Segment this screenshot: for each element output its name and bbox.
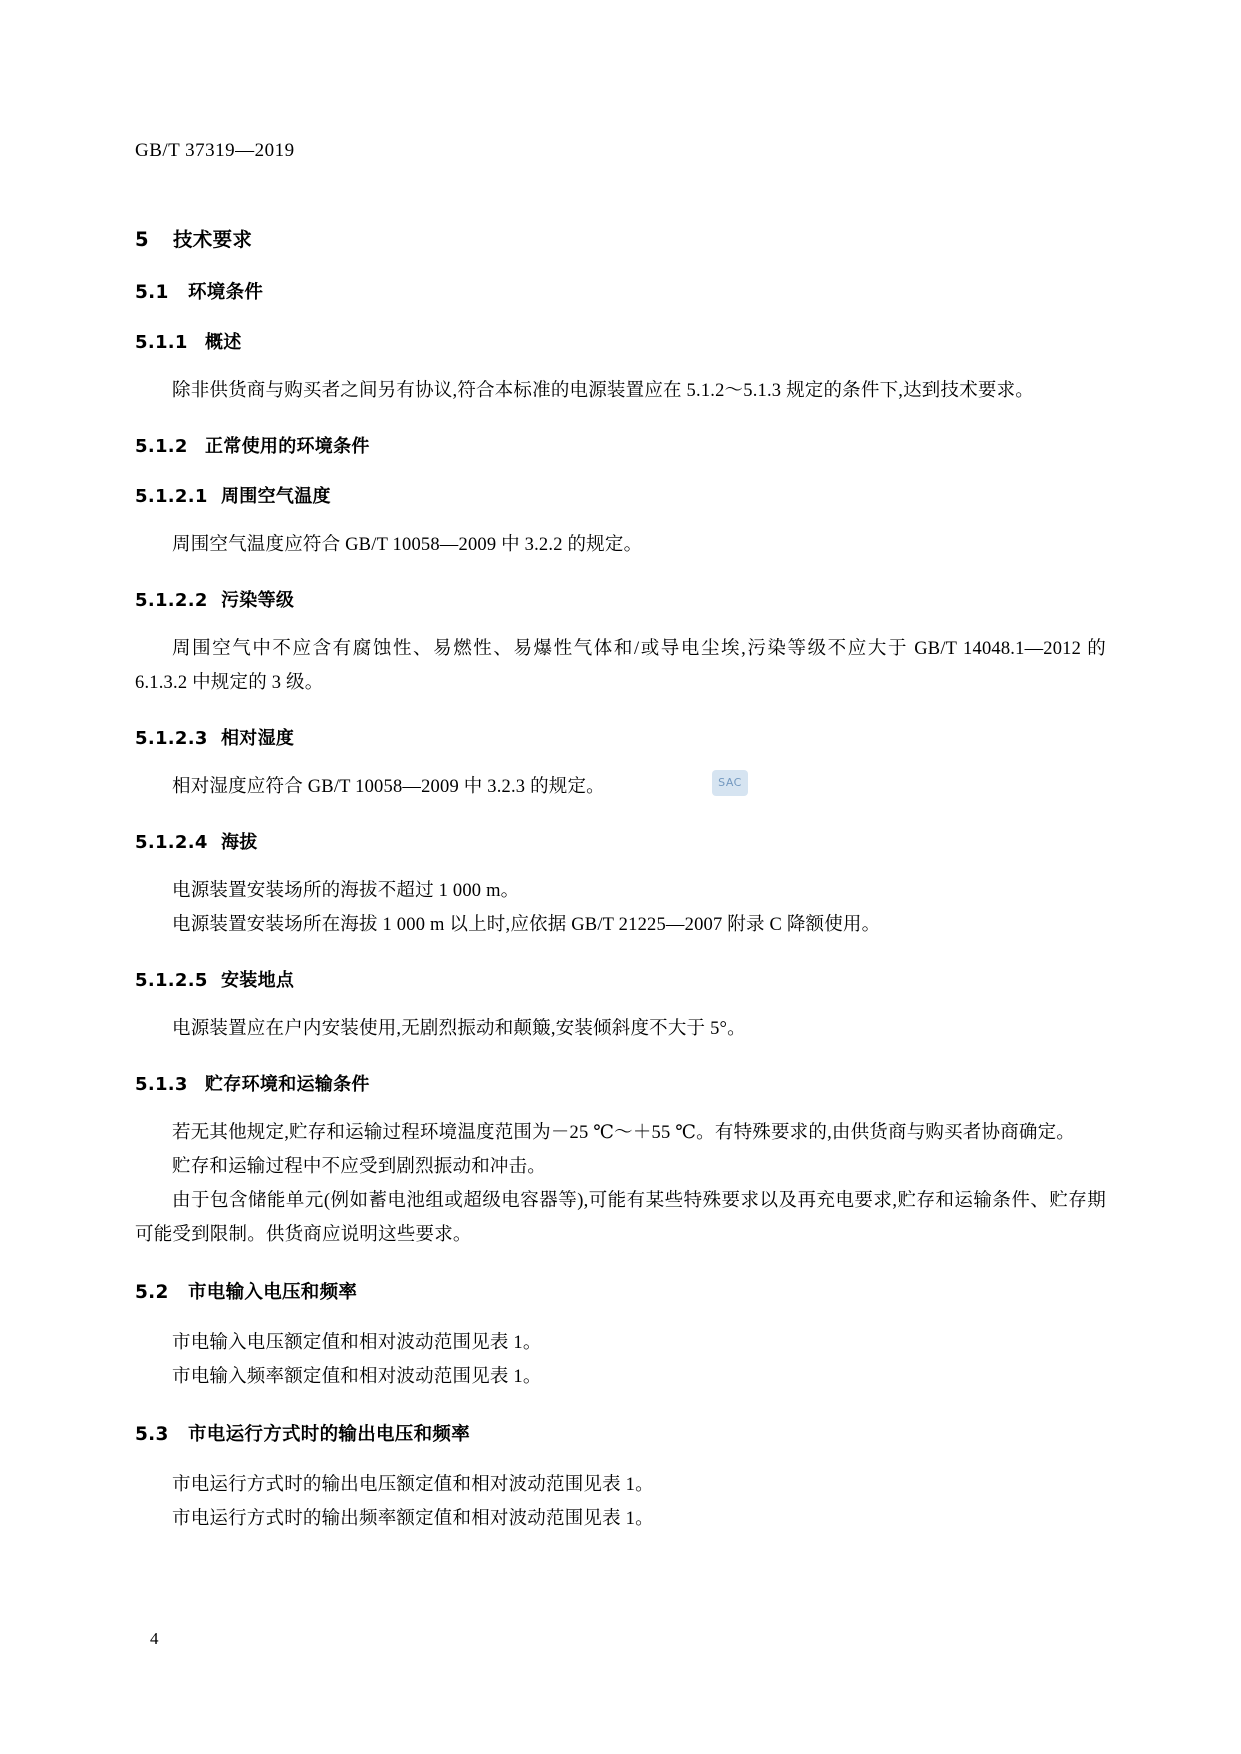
heading-5-title: 技术要求 xyxy=(173,228,253,251)
heading-5-1-3-number: 5.1.3 xyxy=(135,1074,188,1095)
heading-5-1-2-1-title: 周围空气温度 xyxy=(221,486,331,507)
heading-5-1-2-1 xyxy=(135,482,1106,508)
heading-5-3 xyxy=(135,1420,1106,1446)
heading-5-3-title: 市电运行方式时的输出电压和频率 xyxy=(188,1424,471,1445)
paragraph: 除非供货商与购买者之间另有协议,符合本标准的电源装置应在 5.1.2～5.1.3 规定的条件下,达到技术要求。 xyxy=(172,381,1035,401)
paragraph: 电源装置安装场所在海拔 1 000 m 以上时,应依据 GB/T 21225—2007 附录 C 降额使用。 xyxy=(172,915,881,935)
sac-watermark: SAC xyxy=(712,770,748,796)
heading-5-1-2-4-title: 海拔 xyxy=(221,832,258,853)
heading-5-1-2-2-number: 5.1.2.2 xyxy=(135,590,208,611)
paragraph-group-5-1-1 xyxy=(135,374,1106,408)
heading-5 xyxy=(135,224,1106,252)
paragraph: 电源装置安装场所的海拔不超过 1 000 m。 xyxy=(172,881,520,901)
paragraph-group-5-1-2-2 xyxy=(135,632,1106,700)
paragraph: 若无其他规定,贮存和运输过程环境温度范围为－25 ℃～＋55 ℃。有特殊要求的,由供货商与购买者协商确定。 xyxy=(172,1123,1075,1143)
paragraph: 市电输入电压额定值和相对波动范围见表 1。 xyxy=(172,1333,542,1353)
heading-5-3-number: 5.3 xyxy=(135,1424,169,1445)
paragraph-group-5-1-2-1 xyxy=(135,528,1106,562)
heading-5-1-2 xyxy=(135,432,1106,458)
paragraph-group-5-1-3 xyxy=(135,1116,1106,1252)
heading-5-1-1-title: 概述 xyxy=(205,332,242,353)
paragraph: 周围空气温度应符合 GB/T 10058—2009 中 3.2.2 的规定。 xyxy=(172,535,643,555)
heading-5-2-number: 5.2 xyxy=(135,1282,169,1303)
heading-5-1-1 xyxy=(135,328,1106,354)
paragraph-group-5-3 xyxy=(135,1468,1106,1536)
document-body xyxy=(135,224,1106,1536)
heading-5-1-2-number: 5.1.2 xyxy=(135,436,188,457)
heading-5-number: 5 xyxy=(135,228,149,251)
heading-5-1-2-5-title: 安装地点 xyxy=(221,970,295,991)
paragraph: 由于包含储能单元(例如蓄电池组或超级电容器等),可能有某些特殊要求以及再充电要求,贮存和运输条件、贮存期可能受到限制。供货商应说明这些要求。 xyxy=(135,1191,1106,1245)
heading-5-1-2-title: 正常使用的环境条件 xyxy=(205,436,370,457)
paragraph-group-5-1-2-3 xyxy=(135,770,1106,804)
paragraph-group-5-1-2-4 xyxy=(135,874,1106,942)
heading-5-1-number: 5.1 xyxy=(135,282,169,303)
paragraph: 相对湿度应符合 GB/T 10058—2009 中 3.2.3 的规定。 xyxy=(172,777,605,797)
paragraph-group-5-1-2-5 xyxy=(135,1012,1106,1046)
heading-5-1-2-5-number: 5.1.2.5 xyxy=(135,970,208,991)
paragraph-group-5-2 xyxy=(135,1326,1106,1394)
heading-5-1-2-3-number: 5.1.2.3 xyxy=(135,728,208,749)
paragraph: 市电运行方式时的输出电压额定值和相对波动范围见表 1。 xyxy=(172,1475,654,1495)
heading-5-1-2-1-number: 5.1.2.1 xyxy=(135,486,208,507)
paragraph: 周围空气中不应含有腐蚀性、易燃性、易爆性气体和/或导电尘埃,污染等级不应大于 GB/T 14048.1—2012 的 6.1.3.2 中规定的 3 级。 xyxy=(135,639,1106,693)
heading-5-1-2-3-title: 相对湿度 xyxy=(221,728,295,749)
heading-5-1-3-title: 贮存环境和运输条件 xyxy=(205,1074,370,1095)
heading-5-1-1-number: 5.1.1 xyxy=(135,332,188,353)
heading-5-1-title: 环境条件 xyxy=(188,282,264,303)
heading-5-1-2-4 xyxy=(135,828,1106,854)
heading-5-2 xyxy=(135,1278,1106,1304)
heading-5-1-2-2 xyxy=(135,586,1106,612)
heading-5-1-2-4-number: 5.1.2.4 xyxy=(135,832,208,853)
heading-5-2-title: 市电输入电压和频率 xyxy=(188,1282,358,1303)
heading-5-1-2-5 xyxy=(135,966,1106,992)
page-number: 4 xyxy=(150,1629,159,1648)
heading-5-1-2-2-title: 污染等级 xyxy=(221,590,295,611)
paragraph: 电源装置应在户内安装使用,无剧烈振动和颠簸,安装倾斜度不大于 5°。 xyxy=(172,1019,746,1039)
page-header: GB/T 37319—2019 xyxy=(135,140,295,161)
heading-5-1-2-3 xyxy=(135,724,1106,750)
paragraph: 市电输入频率额定值和相对波动范围见表 1。 xyxy=(172,1367,542,1387)
paragraph: 市电运行方式时的输出频率额定值和相对波动范围见表 1。 xyxy=(172,1509,654,1529)
paragraph: 贮存和运输过程中不应受到剧烈振动和冲击。 xyxy=(172,1157,547,1177)
heading-5-1-3 xyxy=(135,1070,1106,1096)
heading-5-1 xyxy=(135,278,1106,304)
